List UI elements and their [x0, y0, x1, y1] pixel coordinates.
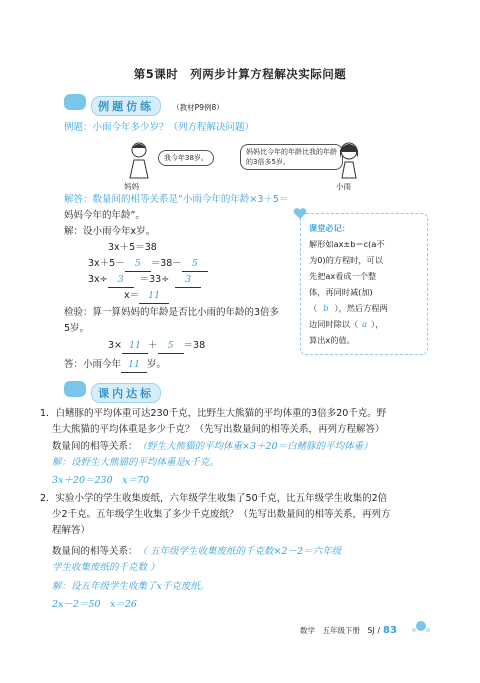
solution-line-1: 解答：数量间的相等关系是“小雨今年的年龄×3＋5＝ — [64, 194, 289, 205]
page-title: 第5课时 列两步计算方程解决实际问题 — [133, 67, 347, 81]
blank-c5: 5 — [158, 339, 184, 354]
equation-4: x＝ 11 — [124, 289, 169, 304]
blank-11: 11 — [139, 289, 169, 304]
mom-figure-icon — [124, 140, 154, 180]
q2-relation-cont: 学生收集废纸的千克数 ） — [52, 562, 160, 573]
textbook-ref: （教材P9例8） — [172, 103, 224, 112]
note-title: 课堂必记： — [309, 223, 350, 233]
q2-solution-2: 2x－2＝50 x＝26 — [52, 599, 137, 610]
girl-figure-icon — [334, 140, 364, 180]
girl-label: 小雨 — [336, 182, 351, 191]
blank-5b: 5 — [182, 257, 208, 272]
girl-speech-bubble: 妈妈比今年的年龄比我的年龄 的3倍多5岁。 — [240, 144, 343, 170]
page-number: 83 — [383, 625, 397, 636]
mom-speech-bubble: 我今年38岁。 — [158, 150, 214, 166]
practice-section-header — [64, 381, 161, 403]
example-section-label: 例题仿练 — [91, 96, 161, 116]
check-line-2: 5岁。 — [64, 323, 90, 334]
class-note-box: 课堂必记： 解形如ax±b＝c(a不 为0)的方程时，可以 先把ax看成一个整 体，再同时减(加) （ b ），然后方程两 边同时除以（ a ）， 算出x的值。 — [300, 213, 428, 355]
equation-2: 3x＋5－ 5 ＝38－ 5 — [88, 257, 208, 272]
flower-decoration-icon — [410, 618, 432, 636]
q1-relation: 数量间的相等关系：（野生大熊猫的平均体重×3＋20＝白鳍豚的平均体重） — [52, 441, 373, 452]
example-section-header — [64, 94, 224, 116]
answer-line: 答：小雨今年 11 岁。 — [64, 358, 166, 373]
q1-solution-1: 解：设野生大熊猫的平均体重是x千克。 — [52, 457, 219, 468]
blank-3b: 3 — [175, 273, 201, 288]
check-equation: 3× 11 ＋ 5 ＝38 — [108, 339, 205, 354]
equation-3: 3x÷ 3 ＝33÷ 3 — [88, 273, 201, 288]
blank-5a: 5 — [125, 257, 151, 272]
mom-label: 妈妈 — [124, 182, 139, 191]
example-question: 例题：小雨今年多少岁？（列方程解决问题） — [64, 122, 255, 133]
footer-info: 数学 五年级下册 SJ / 83 — [300, 625, 397, 636]
blank-3a: 3 — [108, 273, 134, 288]
solution-line-2: 妈妈今年的年龄”。 — [64, 210, 145, 221]
q1-solution-2: 3x＋20＝230 x＝70 — [52, 475, 150, 486]
equation-1: 3x＋5＝38 — [108, 242, 157, 253]
q2-solution-1: 解：设五年级学生收集了x千克废纸。 — [52, 581, 210, 592]
cartoon-icon — [64, 381, 86, 397]
check-line-1: 检验：算一算妈妈的年龄是否比小雨的年龄的3倍多 — [64, 307, 280, 318]
q2-relation: 数量间的相等关系：（ 五年级学生收集废纸的千克数×2－2＝六年级 — [52, 546, 342, 557]
let-line: 解：设小雨今年x岁。 — [64, 226, 156, 237]
cartoon-icon — [64, 94, 86, 110]
practice-section-label: 课内达标 — [91, 383, 161, 403]
q2-line-3: 程解答） — [52, 525, 91, 536]
q2-line-2: 少2千克。五年级学生收集了多少千克废纸？（先写出数量间的相等关系，再列方 — [52, 509, 391, 520]
heart-icon — [293, 208, 307, 220]
blank-c11: 11 — [122, 339, 148, 354]
q2-line-1: 2．实验小学的学生收集废纸，六年级学生收集了50千克，比五年级学生收集的2倍 — [40, 493, 388, 504]
q1-line-1: 1．白鳍豚的平均体重可达230千克，比野生大熊猫的平均体重的3倍多20千克。野 — [40, 408, 387, 419]
blank-answer: 11 — [121, 358, 147, 373]
q1-line-2: 生大熊猫的平均体重是多少千克？（先写出数量间的相等关系，再列方程解答） — [52, 424, 385, 435]
